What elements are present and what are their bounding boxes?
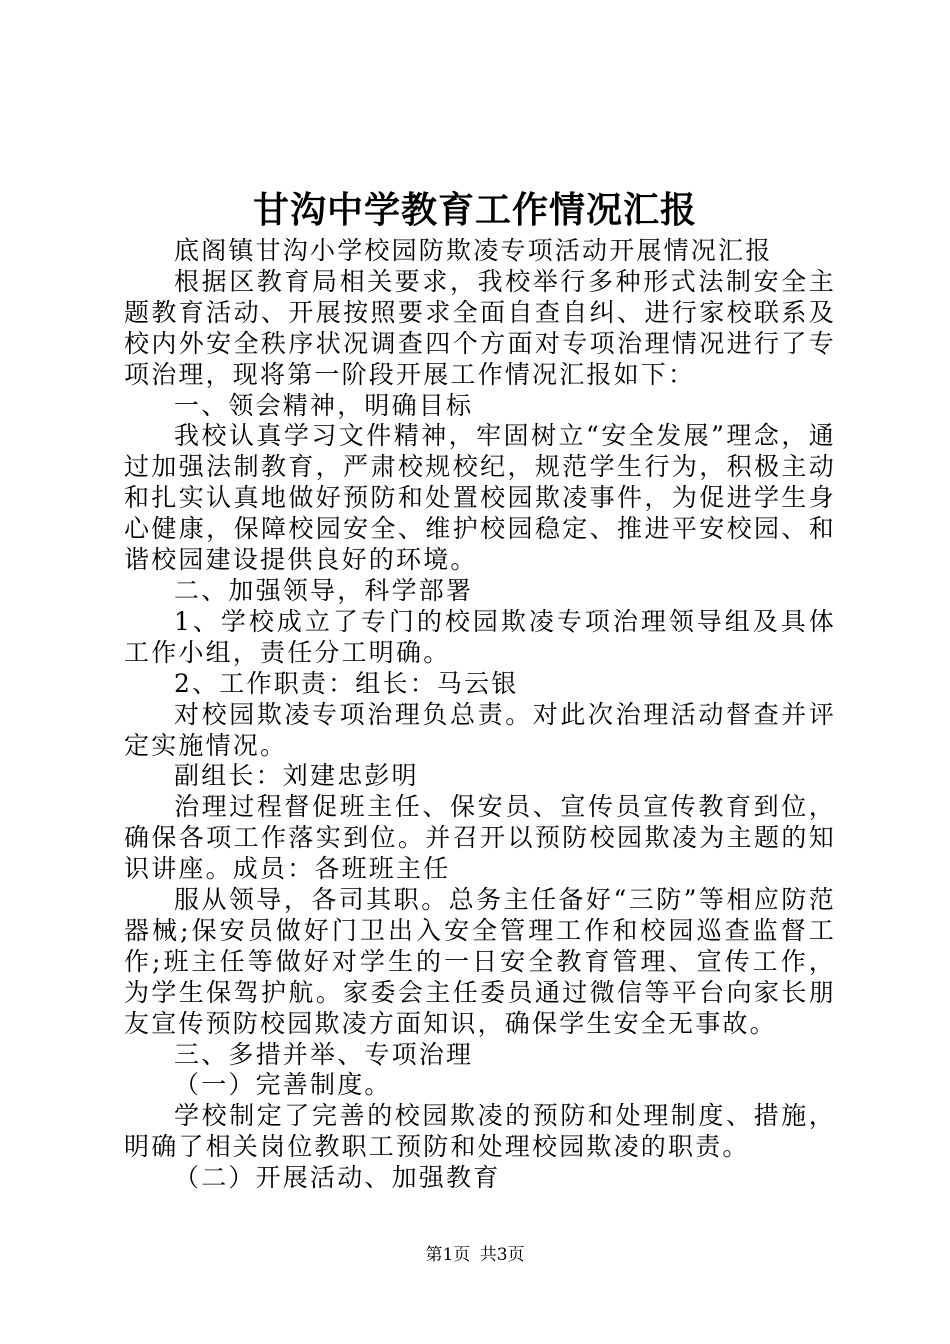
paragraph-subtitle: 底阁镇甘沟小学校园防欺凌专项活动开展情况汇报 <box>174 236 773 265</box>
paragraph: 根据区教育局相关要求，我校举行多种形式法制安全主题教育活动、开展按照要求全面自查自纠、进行家校联系及校内外安全秩序状况调查四个方面对专项治理情况进行了专项治理，现将第一阶段开展工作情况汇报如下： <box>124 266 836 389</box>
paragraph: 1、学校成立了专门的校园欺凌专项治理领导组及具体工作小组，责任分工明确。 <box>124 606 836 667</box>
document-title: 甘沟中学教育工作情况汇报 <box>252 189 697 231</box>
paragraph: 我校认真学习文件精神，牢固树立“安全发展”理念，通过加强法制教育，严肃校规校纪，规范学生行为，积极主动和扎实认真地做好预防和处置校园欺凌事件，为促进学生身心健康，保障校园安全、维护校园稳定、推进平安校园、和谐校园建设提供良好的环境。 <box>124 421 836 575</box>
document-body <box>124 236 836 1194</box>
paragraph: 学校制定了完善的校园欺凌的预防和处理制度、措施，明确了相关岗位教职工预防和处理校园欺凌的职责。 <box>124 1101 836 1162</box>
section-heading: 二、加强领导，科学部署 <box>174 575 474 605</box>
paragraph: 服从领导，各司其职。总务主任备好“三防”等相应防范器械;保安员做好门卫出入安全管理工作和校园巡查监督工作;班主任等做好对学生的一日安全教育管理、宣传工作，为学生保驾护航。家委会主任委员通过微信等平台向家长朋友宣传预防校园欺凌方面知识，确保学生安全无事故。 <box>124 885 836 1038</box>
subsection-heading: （二）开展活动、加强教育 <box>174 1163 501 1193</box>
paragraph: 对校园欺凌专项治理负总责。对此次治理活动督查并评定实施情况。 <box>124 699 836 760</box>
paragraph: 2、工作职责：组长：马云银 <box>174 668 519 698</box>
page-total: 共3页 <box>479 1245 525 1265</box>
page-footer <box>0 1244 950 1266</box>
page-number: 第1页 <box>425 1245 471 1265</box>
subsection-heading: （一）完善制度。 <box>174 1070 392 1100</box>
paragraph: 治理过程督促班主任、保安员、宣传员宣传教育到位，确保各项工作落实到位。并召开以预防校园欺凌为主题的知识讲座。成员：各班班主任 <box>124 792 836 884</box>
section-heading: 三、多措并举、专项治理 <box>174 1039 474 1069</box>
section-heading: 一、领会精神，明确目标 <box>174 390 474 420</box>
paragraph: 副组长：刘建忠彭明 <box>174 761 419 791</box>
